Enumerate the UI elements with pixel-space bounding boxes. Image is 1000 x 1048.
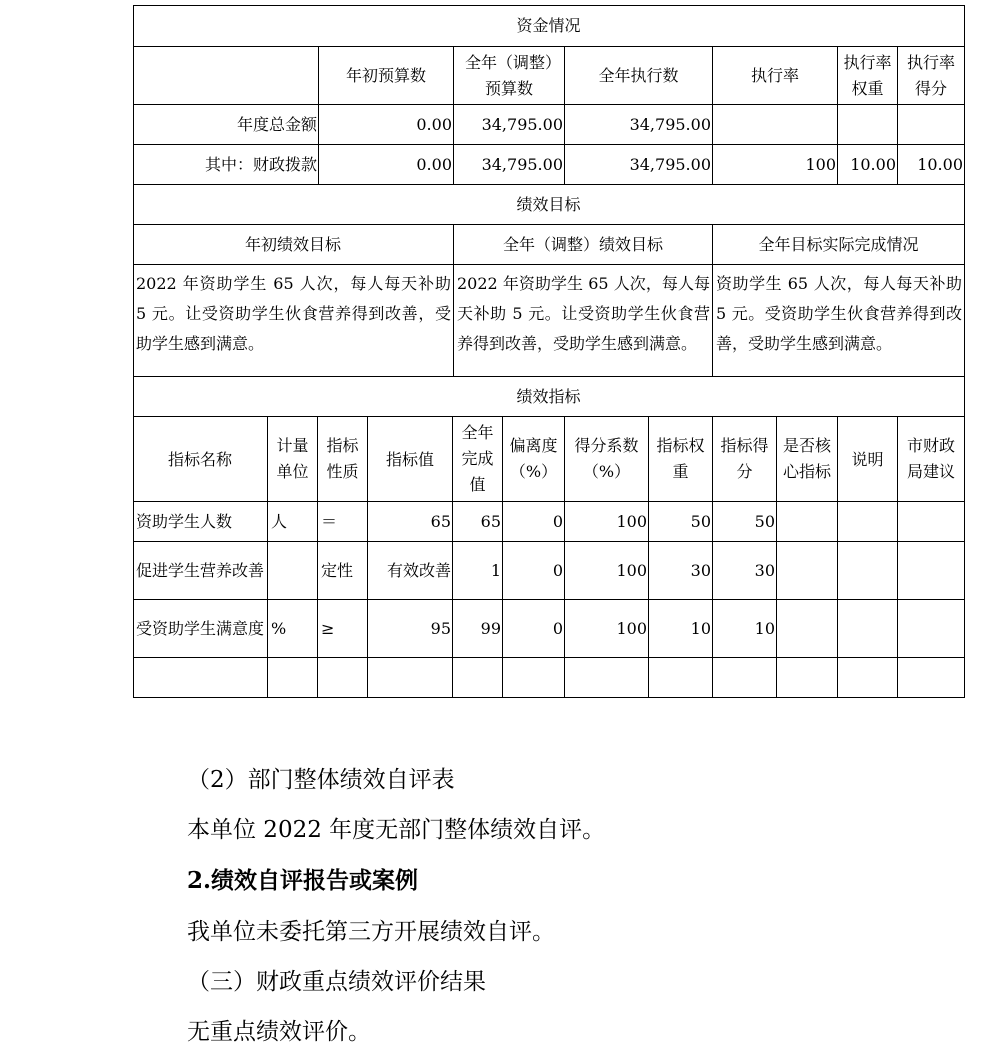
ind-row-score: 10 <box>713 600 777 658</box>
empty-cell <box>453 658 503 698</box>
ind-row-advice <box>898 542 965 600</box>
ind-row-value: 95 <box>368 600 453 658</box>
ind-row-note <box>838 600 898 658</box>
subsection-heading: （三）财政重点绩效评价结果 <box>187 969 486 995</box>
goals-section-title: 绩效目标 <box>133 185 965 225</box>
funding-header-blank <box>133 47 319 105</box>
ind-header-unit: 计量单位 <box>268 417 318 502</box>
goals-adjusted-text: 2022 年资助学生 65 人次，每人每天补助 5 元。让受资助学生伙食营养得到改善，受助学生感到满意。 <box>454 265 713 377</box>
funding-row-rate <box>713 105 838 145</box>
ind-row-completed: 1 <box>453 542 503 600</box>
empty-cell <box>268 658 318 698</box>
ind-row-note <box>838 502 898 542</box>
funding-row-score <box>898 105 965 145</box>
empty-cell <box>133 658 268 698</box>
funding-header-score: 执行率得分 <box>898 47 965 105</box>
ind-row-weight: 50 <box>649 502 713 542</box>
ind-row-note <box>838 542 898 600</box>
funding-row-executed: 34,795.00 <box>565 105 713 145</box>
empty-cell <box>649 658 713 698</box>
funding-header-initial: 年初预算数 <box>319 47 454 105</box>
ind-row-nature: ＝ <box>318 502 368 542</box>
ind-row-coef: 100 <box>565 542 649 600</box>
ind-row-score: 30 <box>713 542 777 600</box>
funding-row-initial: 0.00 <box>319 105 454 145</box>
funding-header-weight: 执行率权重 <box>838 47 898 105</box>
ind-row-score: 50 <box>713 502 777 542</box>
funding-section-title: 资金情况 <box>133 5 965 47</box>
ind-header-completed: 全年完成值 <box>453 417 503 502</box>
ind-row-deviation: 0 <box>503 502 565 542</box>
ind-row-name: 促进学生营养改善 <box>133 542 268 600</box>
funding-row-weight: 10.00 <box>838 145 898 185</box>
funding-row-executed: 34,795.00 <box>565 145 713 185</box>
ind-header-weight: 指标权重 <box>649 417 713 502</box>
ind-header-deviation: 偏离度（%） <box>503 417 565 502</box>
paragraph: 本单位 2022 年度无部门整体绩效自评。 <box>187 817 606 843</box>
ind-row-unit: % <box>268 600 318 658</box>
ind-header-advice: 市财政局建议 <box>898 417 965 502</box>
ind-row-completed: 65 <box>453 502 503 542</box>
ind-row-coef: 100 <box>565 600 649 658</box>
ind-row-advice <box>898 600 965 658</box>
funding-row-score: 10.00 <box>898 145 965 185</box>
ind-row-advice <box>898 502 965 542</box>
funding-row-adjusted: 34,795.00 <box>454 105 565 145</box>
funding-row-initial: 0.00 <box>319 145 454 185</box>
ind-header-core: 是否核心指标 <box>777 417 838 502</box>
ind-row-name: 资助学生人数 <box>133 502 268 542</box>
goals-header-actual: 全年目标实际完成情况 <box>713 225 965 265</box>
funding-row-weight <box>838 105 898 145</box>
funding-row-adjusted: 34,795.00 <box>454 145 565 185</box>
empty-cell <box>368 658 453 698</box>
ind-row-name: 受资助学生满意度 <box>133 600 268 658</box>
goals-actual-text: 资助学生 65 人次，每人每天补助 5 元。受资助学生伙食营养得到改善，受助学生感到满意。 <box>713 265 965 377</box>
funding-header-rate: 执行率 <box>713 47 838 105</box>
empty-cell <box>777 658 838 698</box>
goals-header-initial: 年初绩效目标 <box>133 225 454 265</box>
ind-row-core <box>777 542 838 600</box>
ind-header-coef: 得分系数（%） <box>565 417 649 502</box>
section-heading: 2.绩效自评报告或案例 <box>187 867 419 894</box>
funding-row-rate: 100 <box>713 145 838 185</box>
ind-row-value: 65 <box>368 502 453 542</box>
ind-header-note: 说明 <box>838 417 898 502</box>
subsection-heading: （2）部门整体绩效自评表 <box>187 767 455 793</box>
funding-header-executed: 全年执行数 <box>565 47 713 105</box>
ind-row-nature: 定性 <box>318 542 368 600</box>
ind-header-nature: 指标性质 <box>318 417 368 502</box>
empty-cell <box>503 658 565 698</box>
ind-row-deviation: 0 <box>503 542 565 600</box>
paragraph: 无重点绩效评价。 <box>187 1019 371 1045</box>
goals-header-adjusted: 全年（调整）绩效目标 <box>454 225 713 265</box>
ind-row-core <box>777 600 838 658</box>
ind-header-name: 指标名称 <box>133 417 268 502</box>
ind-row-weight: 30 <box>649 542 713 600</box>
ind-row-unit <box>268 542 318 600</box>
empty-cell <box>713 658 777 698</box>
ind-row-unit: 人 <box>268 502 318 542</box>
ind-row-coef: 100 <box>565 502 649 542</box>
funding-row-label: 年度总金额 <box>133 105 319 145</box>
empty-cell <box>898 658 965 698</box>
ind-row-core <box>777 502 838 542</box>
empty-cell <box>318 658 368 698</box>
indicators-section-title: 绩效指标 <box>133 377 965 417</box>
ind-header-value: 指标值 <box>368 417 453 502</box>
empty-cell <box>838 658 898 698</box>
performance-table <box>133 5 965 698</box>
ind-row-value: 有效改善 <box>368 542 453 600</box>
funding-row-label: 其中：财政拨款 <box>133 145 319 185</box>
ind-header-score: 指标得分 <box>713 417 777 502</box>
ind-row-deviation: 0 <box>503 600 565 658</box>
paragraph: 我单位未委托第三方开展绩效自评。 <box>187 919 555 945</box>
funding-header-adjusted: 全年（调整）预算数 <box>454 47 565 105</box>
ind-row-weight: 10 <box>649 600 713 658</box>
ind-row-nature: ≥ <box>318 600 368 658</box>
empty-cell <box>565 658 649 698</box>
ind-row-completed: 99 <box>453 600 503 658</box>
goals-initial-text: 2022 年资助学生 65 人次，每人每天补助 5 元。让受资助学生伙食营养得到改善，受助学生感到满意。 <box>133 265 454 377</box>
